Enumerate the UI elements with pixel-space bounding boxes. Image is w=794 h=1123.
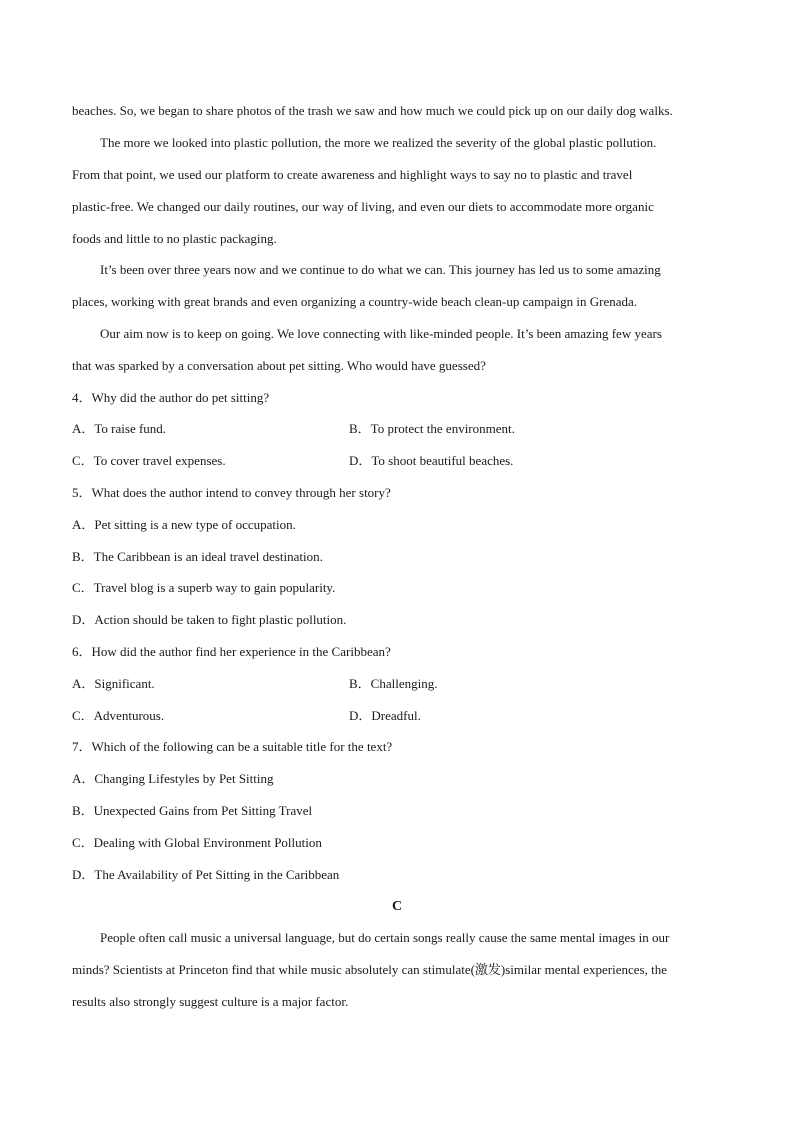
question-5-stem: 5．What does the author intend to convey through her story? [72,485,391,500]
question-6-option-c: C．Adventurous. [72,708,165,723]
passage-line: plastic-free. We changed our daily routines, our way of living, and even our diets to accommodate more organic [72,199,654,214]
passage-line: results also strongly suggest culture is a major factor. [72,994,349,1009]
question-5-option-c: C．Travel blog is a superb way to gain popularity. [72,580,336,595]
section-heading: C [391,899,403,914]
question-6-option-d: D．Dreadful. [349,708,421,723]
passage-line: People often call music a universal language, but do certain songs really cause the same mental images in our [100,930,670,945]
question-5-option-b: B．The Caribbean is an ideal travel destination. [72,549,323,564]
question-5-option-d: D．Action should be taken to fight plastic pollution. [72,612,347,627]
question-7-option-b: B．Unexpected Gains from Pet Sitting Travel [72,803,313,818]
passage-line: beaches. So, we began to share photos of the trash we saw and how much we could pick up on our daily dog walks. [72,103,673,118]
question-7-option-a: A．Changing Lifestyles by Pet Sitting [72,771,274,786]
question-7-option-c: C．Dealing with Global Environment Pollution [72,835,322,850]
question-6-stem: 6．How did the author find her experience in the Caribbean? [72,644,391,659]
passage-line: foods and little to no plastic packaging. [72,231,277,246]
question-4-option-d: D．To shoot beautiful beaches. [349,453,514,468]
passage-line: Our aim now is to keep on going. We love connecting with like-minded people. It’s been amazing few years [100,326,662,341]
question-7-option-d: D．The Availability of Pet Sitting in the Caribbean [72,867,340,882]
passage-line: places, working with great brands and even organizing a country-wide beach clean-up campaign in Grenada. [72,294,638,309]
passage-line: From that point, we used our platform to create awareness and highlight ways to say no to plastic and travel [72,167,633,182]
question-4-option-b: B．To protect the environment. [349,421,515,436]
question-4-option-a: A．To raise fund. [72,421,167,436]
passage-line: It’s been over three years now and we continue to do what we can. This journey has led us to some amazing [100,262,661,277]
question-4-stem: 4．Why did the author do pet sitting? [72,390,270,405]
passage-line: that was sparked by a conversation about pet sitting. Who would have guessed? [72,358,486,373]
passage-line: The more we looked into plastic pollution, the more we realized the severity of the global plastic pollution. [100,135,657,150]
question-6-option-b: B．Challenging. [349,676,438,691]
question-4-option-c: C．To cover travel expenses. [72,453,226,468]
question-5-option-a: A．Pet sitting is a new type of occupation. [72,517,296,532]
question-7-stem: 7．Which of the following can be a suitable title for the text? [72,739,393,754]
question-6-option-a: A．Significant. [72,676,155,691]
passage-line: minds? Scientists at Princeton find that while music absolutely can stimulate(激发)similar mental experiences, the [72,962,667,977]
